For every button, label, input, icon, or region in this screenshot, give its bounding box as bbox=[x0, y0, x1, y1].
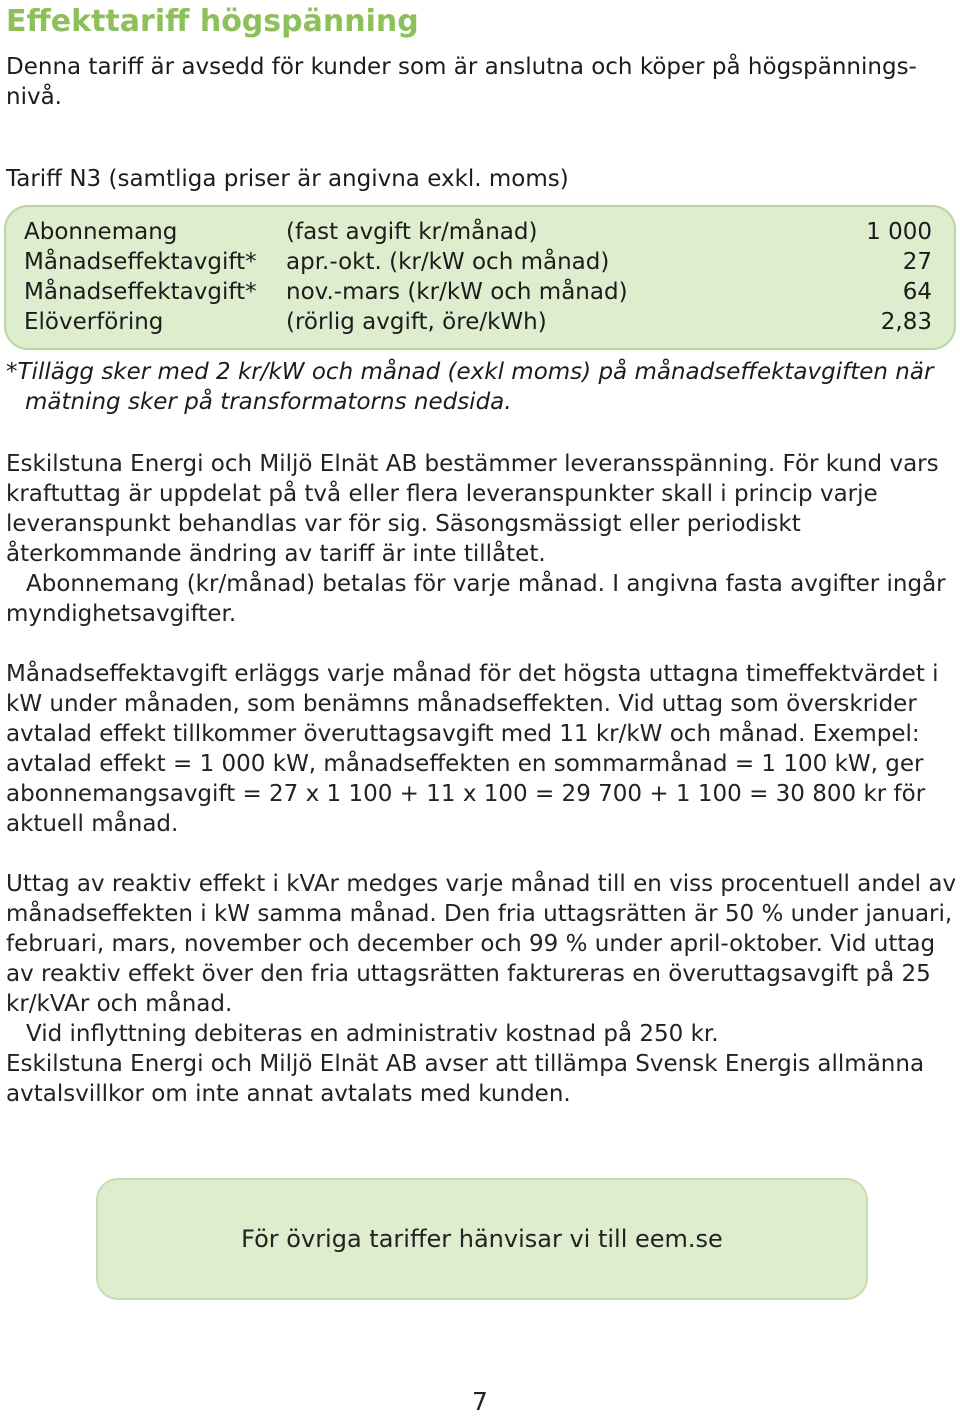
paragraph-manadseffektavgift: Månadseffektavgift erläggs varje månad för det högsta uttagna timeffektvärdet i kW under månaden, som benämns månadseffekten. Vid uttag som överskrider avtalad effekt tillkommer överuttagsavgift med 11 kr/kW och månad. Exempel: avtalad effekt = 1 000 kW, månadseffekten en sommarmånad = 1 100 kW, ger abonnemangsavgift = 27 x 1 100 + 11 x 100 = 29 700 + 1 100 = 30 800 kr för aktuell månad. bbox=[6, 661, 939, 837]
price-row bbox=[6, 307, 954, 337]
paragraph-leveransspanning: Eskilstuna Energi och Miljö Elnät AB bestämmer leveransspänning. För kund vars kraftuttag är uppdelat på två eller flera leveranspunkter skall i princip varje leveranspunkt behandlas var för sig. Säsongsmässigt eller periodiskt återkommande ändring av tariff är inte tillåtet. bbox=[6, 451, 939, 567]
price-name: Abonnemang bbox=[24, 219, 178, 245]
price-desc: (rörlig avgift, öre/kWh) bbox=[286, 309, 547, 335]
price-name: Månadseffektavgift* bbox=[24, 249, 257, 275]
footnote: *Tillägg sker med 2 kr/kW och månad (exkl moms) på månadseffektavgiften när mätning sker på transformatorns nedsida. bbox=[6, 359, 934, 415]
paragraph-abonnemang: Abonnemang (kr/månad) betalas för varje månad. I angivna fasta avgifter ingår myndighetsavgifter. bbox=[6, 571, 946, 627]
price-value: 27 bbox=[902, 249, 932, 275]
tariff-reference-box bbox=[96, 1178, 868, 1300]
paragraph-inflyttning: Vid inflyttning debiteras en administrativ kostnad på 250 kr. bbox=[26, 1021, 719, 1047]
paragraph-avtalsvillkor: Eskilstuna Energi och Miljö Elnät AB avser att tillämpa Svensk Energis allmänna avtalsvillkor om inte annat avtalats med kunden. bbox=[6, 1051, 925, 1107]
price-value: 2,83 bbox=[880, 309, 932, 335]
page-number: 7 bbox=[472, 1387, 488, 1416]
price-name: Elöverföring bbox=[24, 309, 164, 335]
price-row bbox=[6, 217, 954, 247]
price-table bbox=[4, 205, 956, 350]
price-row bbox=[6, 247, 954, 277]
page-title: Effekttariff högspänning bbox=[6, 4, 419, 39]
price-name: Månadseffektavgift* bbox=[24, 279, 257, 305]
price-value: 64 bbox=[902, 279, 932, 305]
tariff-reference-text: För övriga tariffer hänvisar vi till eem.se bbox=[241, 1225, 723, 1253]
price-desc: (fast avgift kr/månad) bbox=[286, 219, 538, 245]
price-desc: apr.-okt. (kr/kW och månad) bbox=[286, 249, 610, 275]
intro-text: Denna tariff är avsedd för kunder som är anslutna och köper på högspännings-nivå. bbox=[6, 54, 917, 110]
tariff-heading: Tariff N3 (samtliga priser är angivna exkl. moms) bbox=[6, 166, 569, 192]
price-row bbox=[6, 277, 954, 307]
price-value: 1 000 bbox=[866, 219, 932, 245]
price-desc: nov.-mars (kr/kW och månad) bbox=[286, 279, 628, 305]
paragraph-reaktiv-effekt: Uttag av reaktiv effekt i kVAr medges varje månad till en viss procentuell andel av månadseffekten i kW samma månad. Den fria uttagsrätten är 50 % under januari, februari, mars, november och december och 99 % under april-oktober. Vid uttag av reaktiv effekt över den fria uttagsrätten faktureras en överuttagsavgift på 25 kr/kVAr och månad. bbox=[6, 871, 957, 1017]
